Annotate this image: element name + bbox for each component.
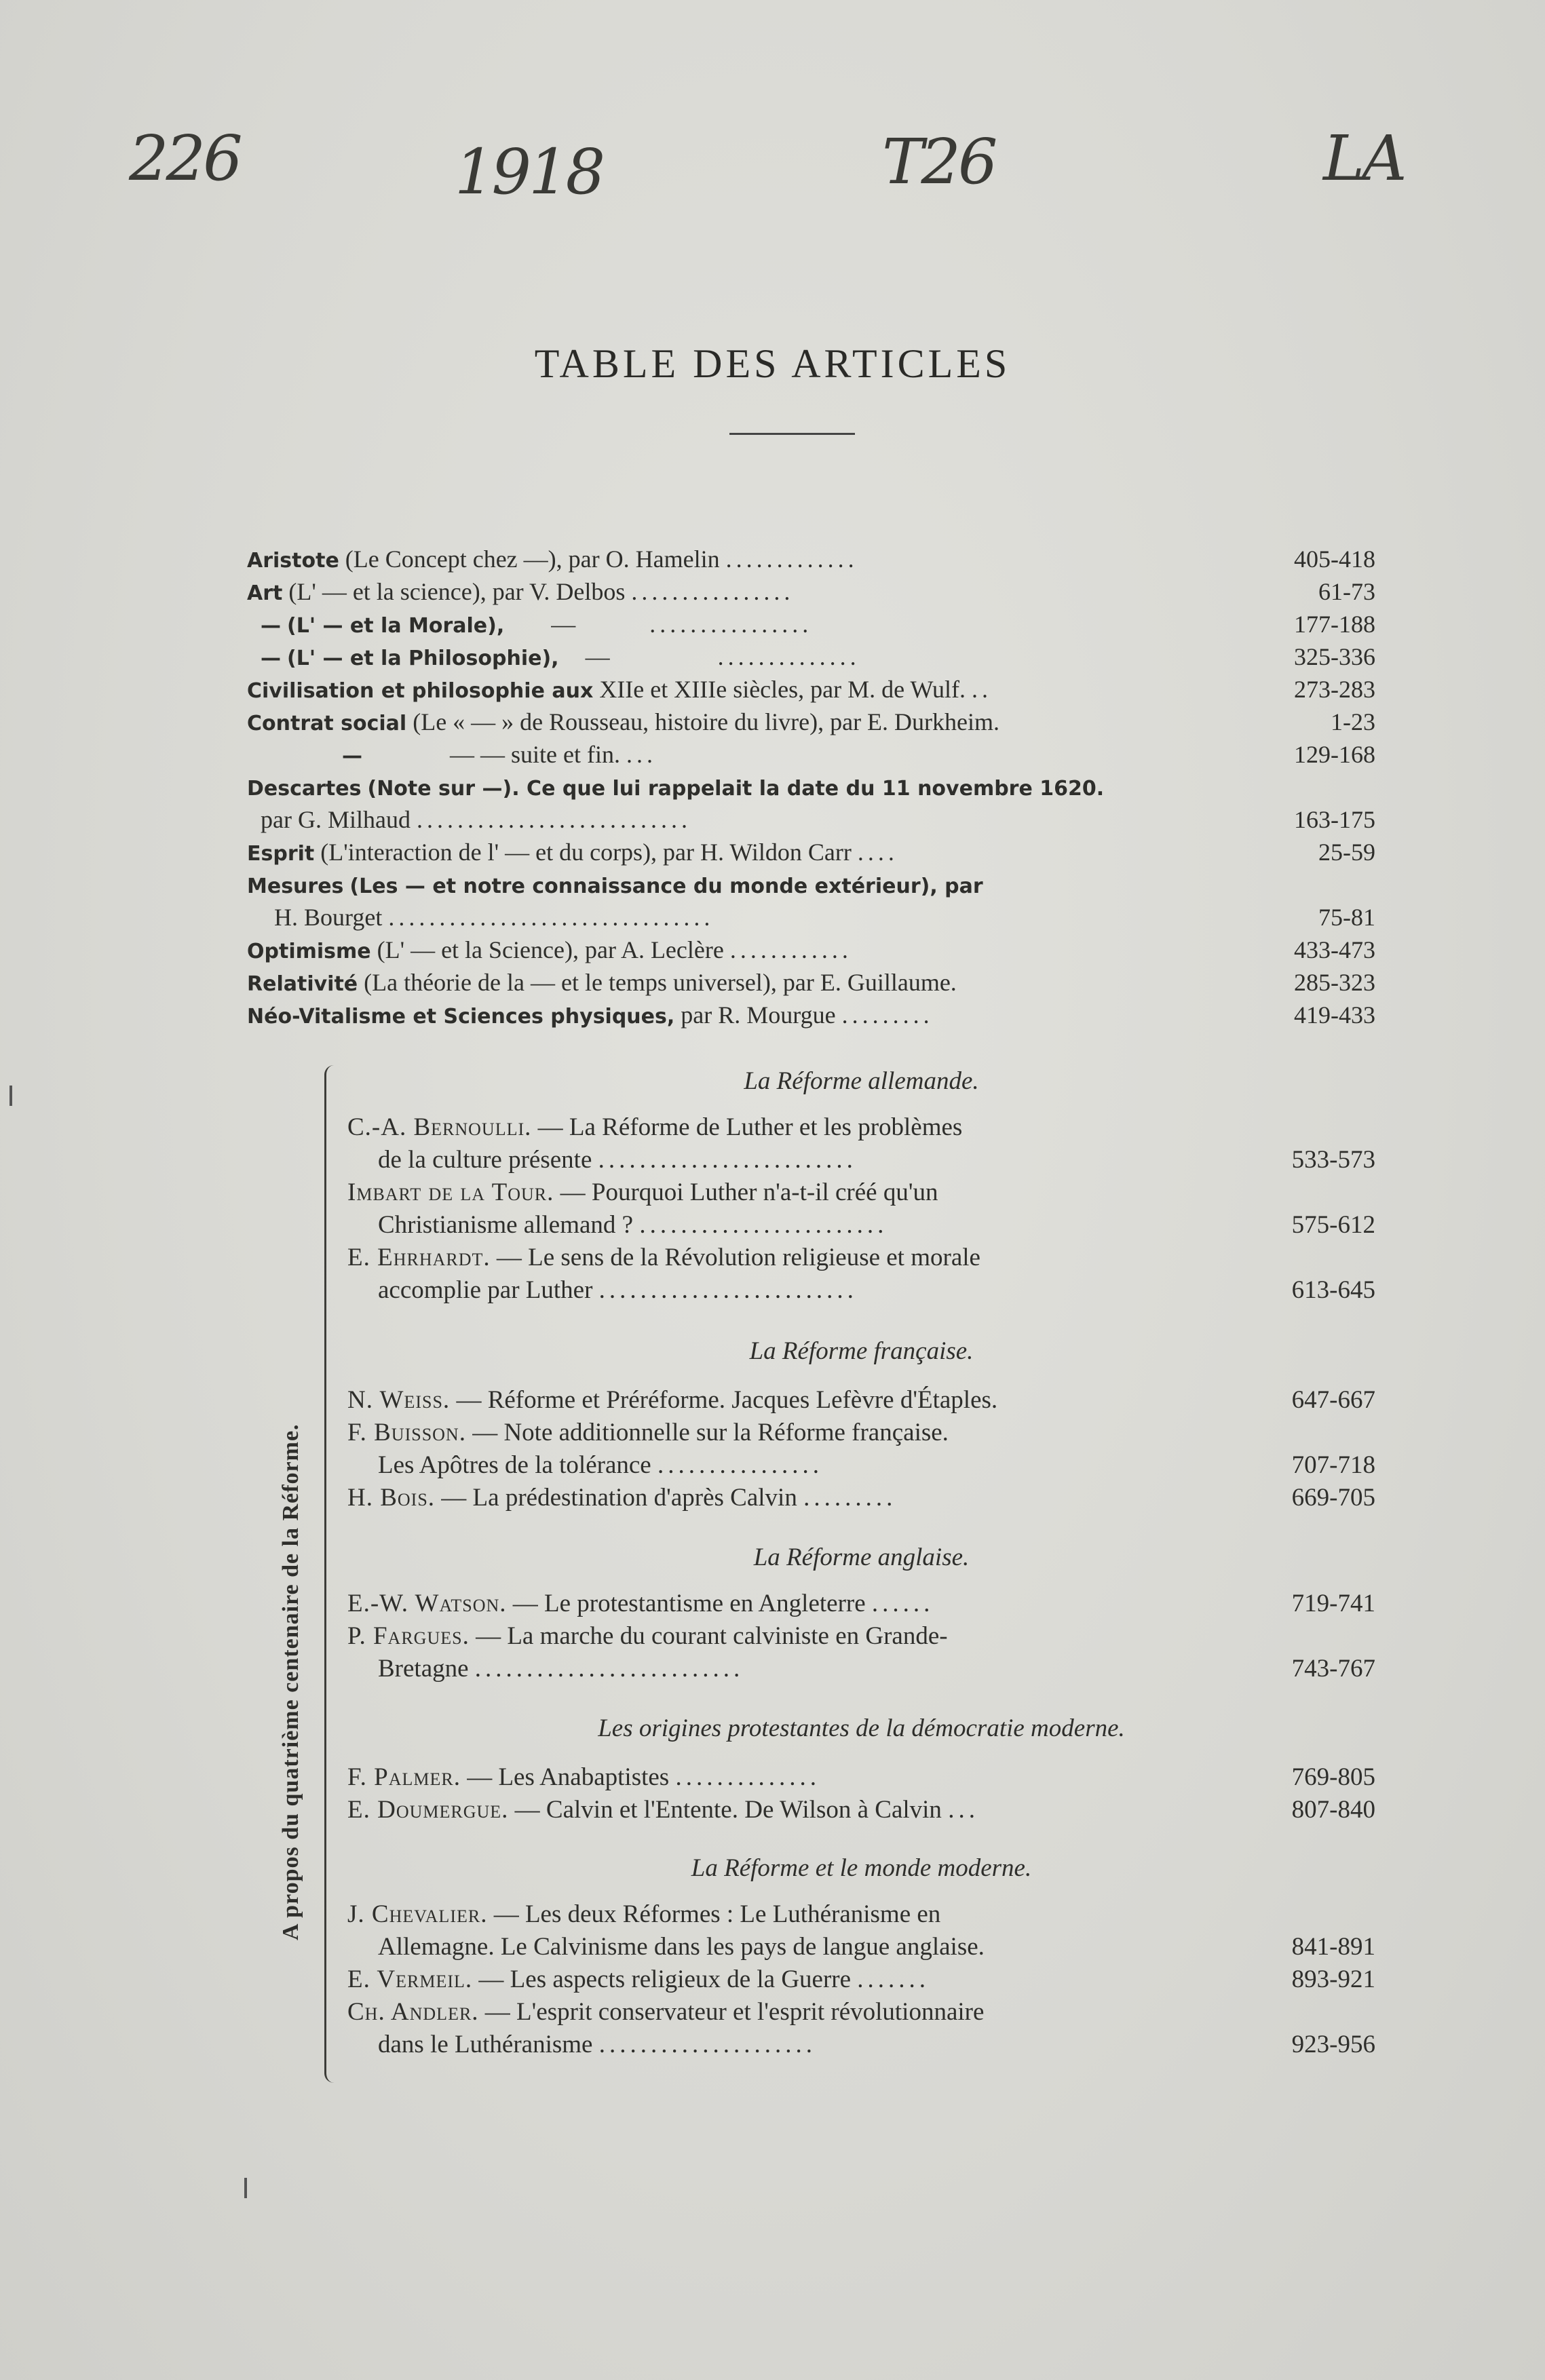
entry-title-continued: accomplie par Luther [378, 1276, 593, 1304]
entry-pages: 743-767 [1291, 1655, 1375, 1683]
reforme-entry [347, 1111, 1375, 1144]
entry-pages: 177-188 [1294, 611, 1375, 638]
entry-pages: 285-323 [1294, 969, 1375, 996]
section-heading: La Réforme allemande. [744, 1067, 979, 1095]
index-entry: Néo-Vitalisme et Sciences physiques, par R. Mourgue ......... 419-433 [247, 999, 1375, 1031]
entry-title-continued: Bretagne [378, 1655, 469, 1683]
reforme-entry: E. Vermeil. — Les aspects religieux de la Guerre ....... 893-921 [347, 1963, 1375, 1996]
entry-author: F. Buisson. [347, 1419, 466, 1446]
entry-title-continued: Les Apôtres de la tolérance [378, 1451, 651, 1479]
reforme-index [347, 1058, 1375, 2090]
index-entry: Esprit (L'interaction de l' — et du corps), par H. Wildon Carr .... 25-59 [247, 836, 1375, 868]
entry-title: — Le protestantisme en Angleterre [512, 1590, 866, 1617]
entry-subject: — [261, 614, 281, 638]
entry-pages: 719-741 [1291, 1590, 1375, 1617]
index-entry: par G. Milhaud ........................... 163-175 [247, 803, 1375, 836]
entry-subject: — [261, 647, 281, 670]
index-entry: — — — suite et fin. ... 129-168 [247, 738, 1375, 771]
entry-title-continued: Allemagne. Le Calvinisme dans les pays de langue anglaise. [378, 1933, 985, 1961]
entry-pages: 769-805 [1291, 1763, 1375, 1791]
entry-pages: 647-667 [1291, 1386, 1375, 1414]
index-entry: — (L' — et la Morale), — ................ 177-188 [247, 608, 1375, 640]
index-entry: Optimisme (L' — et la Science), par A. Leclère ............ 433-473 [247, 934, 1375, 966]
entry-pages: 163-175 [1294, 806, 1375, 833]
entry-author: E. Vermeil. [347, 1965, 473, 1993]
entry-pages: 669-705 [1291, 1484, 1375, 1512]
entry-subject: Descartes [247, 777, 362, 801]
entry-subject: Relativité [247, 972, 358, 996]
entry-title: — Calvin et l'Entente. De Wilson à Calvin [514, 1796, 942, 1824]
entry-subject: Contrat social [247, 712, 407, 735]
reforme-entry-continued: de la culture présente ......................... 533-573 [378, 1144, 1375, 1176]
entry-title: — La prédestination d'après Calvin [441, 1484, 797, 1512]
entry-pages: 575-612 [1291, 1211, 1375, 1239]
entry-title: — Note additionnelle sur la Réforme française. [472, 1419, 949, 1446]
entry-author: E.-W. Watson. [347, 1590, 507, 1617]
entry-subject: Civilisation et philosophie aux [247, 679, 594, 703]
entry-title: — Le sens de la Révolution religieuse et morale [496, 1244, 980, 1271]
entry-title: — La Réforme de Luther et les problèmes [537, 1113, 963, 1141]
handwritten-reference: T26 [882, 126, 995, 198]
entry-subject: Art [247, 581, 283, 605]
title-divider [729, 433, 855, 435]
reforme-entry-continued: accomplie par Luther ......................... 613-645 [378, 1274, 1375, 1307]
reforme-entry [347, 1242, 1375, 1274]
reforme-entry: E.-W. Watson. — Le protestantisme en Angleterre ...... 719-741 [347, 1588, 1375, 1620]
entry-subject: Néo-Vitalisme et Sciences physiques, [247, 1005, 675, 1029]
entry-author: C.-A. Bernoulli. [347, 1113, 532, 1141]
handwritten-corner-mark: LA [1323, 122, 1405, 195]
entry-description: (L' — et la science), par V. Delbos [288, 578, 626, 605]
index-entry: Civilisation et philosophie aux XIIe et XIIIe siècles, par M. de Wulf. .. 273-283 [247, 673, 1375, 706]
scan-margin-mark [244, 2178, 247, 2198]
index-entry: Art (L' — et la science), par V. Delbos ................ 61-73 [247, 575, 1375, 608]
entry-author: E. Doumergue. [347, 1796, 509, 1824]
reforme-entry [347, 1996, 1375, 2029]
entry-pages: 433-473 [1294, 936, 1375, 963]
entry-description: (L'interaction de l' — et du corps), par H. Wildon Carr [320, 839, 852, 866]
entry-pages: 613-645 [1291, 1276, 1375, 1304]
section-heading: La Réforme française. [749, 1337, 974, 1365]
index-entry: — (L' — et la Philosophie), — .............. 325-336 [247, 640, 1375, 673]
reforme-bracket [324, 1065, 341, 2083]
entry-title-continued: Christianisme allemand ? [378, 1211, 634, 1239]
entry-description: H. Bourget [274, 904, 383, 931]
reforme-entry-continued: Christianisme allemand ? ........................ 575-612 [378, 1209, 1375, 1242]
index-entry: H. Bourget ................................ 75-81 [247, 901, 1375, 934]
entry-title: — Les aspects religieux de la Guerre [478, 1965, 852, 1993]
entry-author: F. Palmer. [347, 1763, 461, 1791]
entry-title: — L'esprit conservateur et l'esprit révolutionnaire [484, 1998, 985, 2026]
page-title: TABLE DES ARTICLES [534, 341, 1011, 386]
entry-author: P. Fargues. [347, 1622, 470, 1650]
entry-description: (L' — et la Science), par A. Leclère [377, 936, 724, 963]
scan-margin-mark [9, 1086, 12, 1106]
section-heading: La Réforme anglaise. [753, 1543, 970, 1571]
entry-description: (La théorie de la — et le temps universel), par E. Guillaume. [364, 969, 957, 996]
index-entry [247, 868, 1375, 901]
entry-title-continued: dans le Luthéranisme [378, 2031, 593, 2058]
entry-title: — Pourquoi Luther n'a-t-il créé qu'un [560, 1178, 938, 1206]
reforme-entry [347, 1176, 1375, 1209]
entry-description: par R. Mourgue [681, 1001, 836, 1029]
index-entry [247, 966, 1375, 999]
entry-pages: 75-81 [1318, 904, 1375, 931]
entry-author: J. Chevalier. [347, 1900, 488, 1928]
entry-subject: Esprit [247, 842, 315, 866]
entry-title: — Les deux Réformes : Le Luthéranisme en [493, 1900, 941, 1928]
entry-pages: 1-23 [1331, 708, 1375, 735]
reforme-entry-continued: Les Apôtres de la tolérance ................ 707-718 [378, 1449, 1375, 1482]
reforme-side-label: A propos du quatrième centenaire de la Réforme. [278, 1423, 303, 1940]
entry-subject: Optimisme [247, 940, 371, 963]
entry-subject: Mesures [247, 875, 344, 898]
entry-pages: 419-433 [1294, 1001, 1375, 1029]
entry-pages: 807-840 [1291, 1796, 1375, 1824]
index-entry [247, 771, 1375, 803]
entry-pages: 273-283 [1294, 676, 1375, 703]
entry-description: (L' — et la Philosophie), [287, 647, 559, 670]
entry-description: (Le Concept chez —), par O. Hamelin [345, 545, 720, 573]
entry-title: — Les Anabaptistes [467, 1763, 670, 1791]
reforme-entry [347, 1417, 1375, 1449]
handwritten-year: 1918 [455, 136, 603, 208]
index-entry: Aristote (Le Concept chez —), par O. Hamelin ............. 405-418 [247, 543, 1375, 575]
entry-pages: 325-336 [1294, 643, 1375, 670]
reforme-entry-continued [378, 1931, 1375, 1963]
entry-description: par G. Milhaud [261, 806, 411, 833]
entry-author: E. Ehrhardt. [347, 1244, 491, 1271]
entry-pages: 707-718 [1291, 1451, 1375, 1479]
entry-pages: 841-891 [1291, 1933, 1375, 1961]
section-heading: Les origines protestantes de la démocratie moderne. [598, 1714, 1125, 1742]
reforme-entry: E. Doumergue. — Calvin et l'Entente. De Wilson à Calvin ... 807-840 [347, 1794, 1375, 1826]
entry-description: (L' — et la Morale), [287, 614, 505, 638]
reforme-entry: H. Bois. — La prédestination d'après Calvin ......... 669-705 [347, 1482, 1375, 1514]
entry-pages: 533-573 [1291, 1146, 1375, 1174]
entry-pages: 61-73 [1318, 578, 1375, 605]
entry-pages: 923-956 [1291, 2031, 1375, 2058]
entry-author: H. Bois. [347, 1484, 436, 1512]
entry-pages: 405-418 [1294, 545, 1375, 573]
index-entry [247, 706, 1375, 738]
handwritten-corner-number: 226 [129, 122, 240, 195]
entry-author: N. Weiss. [347, 1386, 451, 1414]
entry-title: — Réforme et Préréforme. Jacques Lefèvre d'Étaples. [456, 1386, 998, 1414]
section-heading: La Réforme et le monde moderne. [691, 1854, 1032, 1882]
entry-pages: 25-59 [1318, 839, 1375, 866]
entry-pages: 893-921 [1291, 1965, 1375, 1993]
entry-description: — — suite et fin. [450, 741, 620, 768]
entry-subject: Aristote [247, 549, 339, 573]
entry-title: — La marche du courant calviniste en Grande- [476, 1622, 948, 1650]
article-index [247, 543, 1375, 1045]
entry-description: XIIe et XIIIe siècles, par M. de Wulf. [599, 676, 966, 703]
entry-description: (Les — et notre connaissance du monde extérieur), par [349, 875, 983, 898]
entry-author: Ch. Andler. [347, 1998, 479, 2026]
reforme-entry [347, 1384, 1375, 1417]
entry-author: Imbart de la Tour. [347, 1178, 554, 1206]
entry-title-continued: de la culture présente [378, 1146, 592, 1174]
entry-description: (Note sur —). Ce que lui rappelait la date du 11 novembre 1620. [367, 777, 1105, 801]
reforme-entry [347, 1898, 1375, 1931]
entry-pages: 129-168 [1294, 741, 1375, 768]
reforme-entry-continued: Bretagne .......................... 743-767 [378, 1653, 1375, 1685]
reforme-entry [347, 1620, 1375, 1653]
entry-description: (Le « — » de Rousseau, histoire du livre), par E. Durkheim. [413, 708, 1000, 735]
reforme-entry-continued: dans le Luthéranisme ..................... 923-956 [378, 2029, 1375, 2061]
reforme-entry: F. Palmer. — Les Anabaptistes .............. 769-805 [347, 1761, 1375, 1794]
entry-subject: — [342, 744, 362, 768]
